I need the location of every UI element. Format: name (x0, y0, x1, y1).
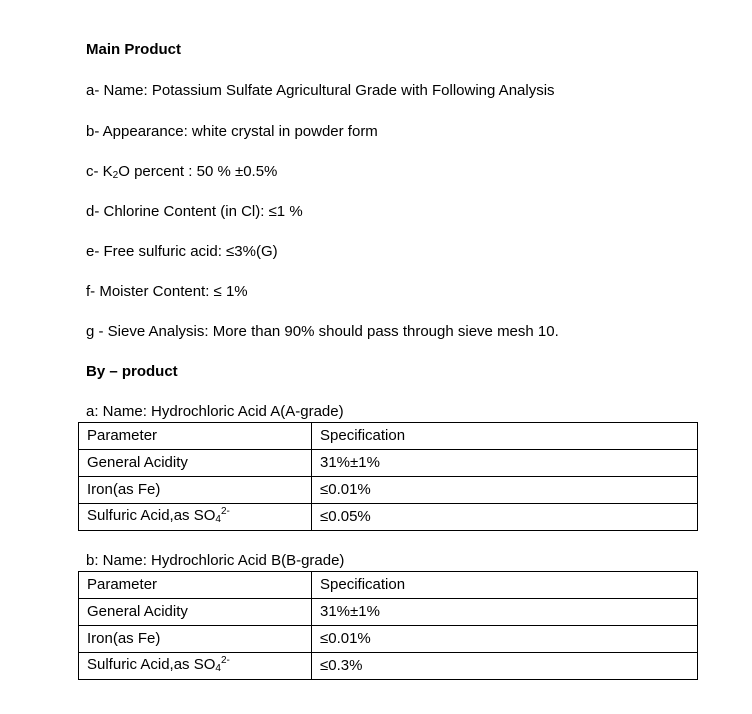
header-cell-specification: Specification (312, 572, 698, 599)
table-b (78, 571, 698, 680)
k2o-prefix: c- K (86, 163, 113, 180)
table-a (78, 422, 698, 531)
table-row (79, 504, 698, 531)
k2o-subscript: 2 (112, 170, 119, 181)
header-cell-parameter: Parameter (79, 572, 312, 599)
header-cell-specification: Specification (312, 423, 698, 450)
item-sieve-analysis: g - Sieve Analysis: More than 90% should pass through sieve mesh 10. (86, 323, 559, 340)
header-cell-parameter: Parameter (79, 423, 312, 450)
param-superscript: 2- (220, 655, 230, 666)
table-row (79, 626, 698, 653)
item-name: a- Name: Potassium Sulfate Agricultural Grade with Following Analysis (86, 82, 555, 99)
param-subscript: 4 (215, 663, 221, 674)
cell-parameter: Iron(as Fe) (79, 626, 312, 653)
byproduct-heading: By – product (86, 363, 178, 380)
table-a-caption: a: Name: Hydrochloric Acid A(A-grade) (86, 403, 344, 420)
cell-specification: 31%±1% (312, 599, 698, 626)
item-free-sulfuric-acid: e- Free sulfuric acid: ≤3%(G) (86, 243, 278, 260)
table-row (79, 477, 698, 504)
item-chlorine-content: d- Chlorine Content (in Cl): ≤1 % (86, 203, 303, 220)
item-appearance: b- Appearance: white crystal in powder form (86, 123, 378, 140)
cell-specification: ≤0.3% (312, 653, 698, 680)
cell-specification: ≤0.05% (312, 504, 698, 531)
main-product-heading: Main Product (86, 41, 182, 58)
cell-specification: 31%±1% (312, 450, 698, 477)
cell-parameter: General Acidity (79, 450, 312, 477)
table-b-caption: b: Name: Hydrochloric Acid B(B-grade) (86, 552, 345, 569)
param-prefix: Sulfuric Acid,as SO (87, 656, 216, 673)
table-row (79, 599, 698, 626)
param-subscript: 4 (215, 514, 221, 525)
cell-specification: ≤0.01% (312, 626, 698, 653)
table-row (79, 450, 698, 477)
item-moister-content: f- Moister Content: ≤ 1% (86, 283, 248, 300)
param-superscript: 2- (220, 506, 230, 517)
param-prefix: Sulfuric Acid,as SO (87, 507, 216, 524)
table-row (79, 423, 698, 450)
table-row (79, 572, 698, 599)
cell-parameter (79, 653, 312, 680)
table-row (79, 653, 698, 680)
cell-parameter: General Acidity (79, 599, 312, 626)
cell-parameter (79, 504, 312, 531)
item-k2o-percent (86, 163, 277, 183)
cell-parameter: Iron(as Fe) (79, 477, 312, 504)
cell-specification: ≤0.01% (312, 477, 698, 504)
k2o-suffix: O percent : 50 % ±0.5% (118, 163, 278, 180)
